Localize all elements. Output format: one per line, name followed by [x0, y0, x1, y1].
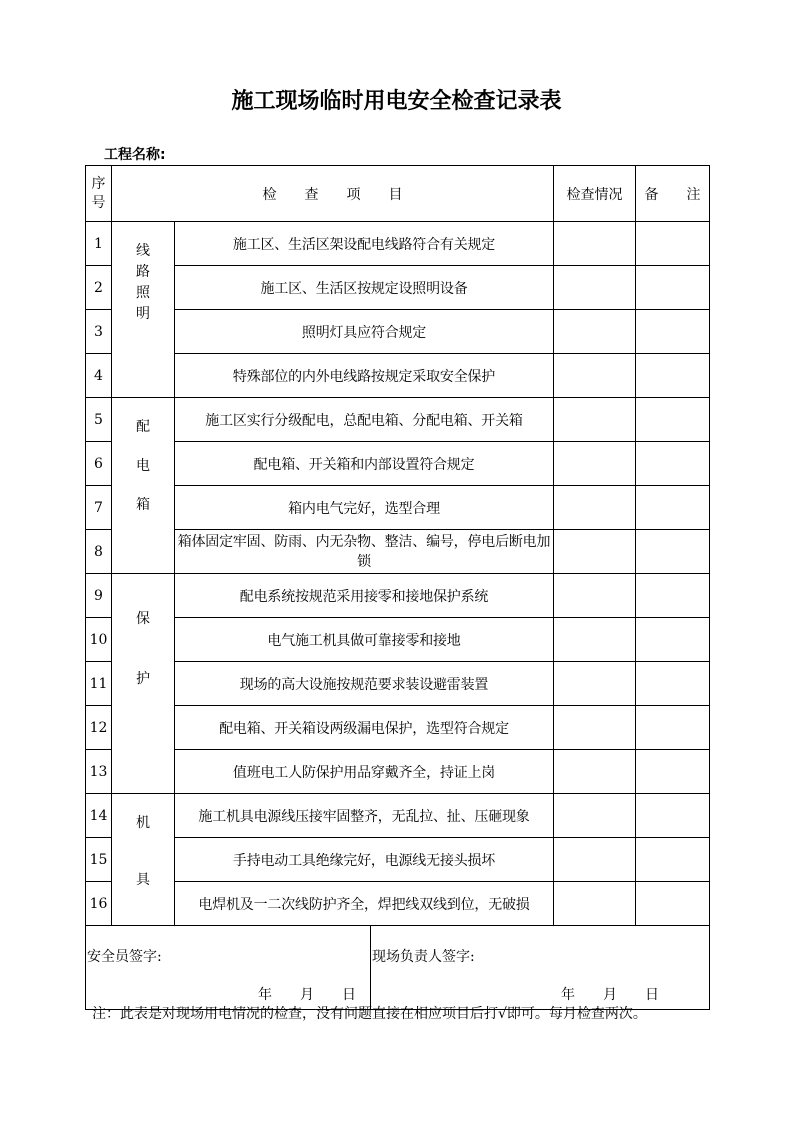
remark-cell[interactable] — [636, 486, 710, 530]
row-number: 2 — [86, 266, 112, 310]
check-result-cell[interactable] — [554, 662, 636, 706]
check-result-cell[interactable] — [554, 354, 636, 398]
row-number: 5 — [86, 398, 112, 442]
check-item: 施工区实行分级配电，总配电箱、分配电箱、开关箱 — [175, 398, 554, 442]
remark-cell[interactable] — [636, 882, 710, 926]
category-cell — [112, 222, 175, 398]
category-cell — [112, 398, 175, 574]
category-name: 线路照明 — [136, 243, 150, 322]
check-result-cell[interactable] — [554, 266, 636, 310]
row-number: 9 — [86, 574, 112, 618]
remark-cell[interactable] — [636, 662, 710, 706]
check-result-cell[interactable] — [554, 618, 636, 662]
check-item: 箱内电气完好，选型合理 — [175, 486, 554, 530]
check-result-cell[interactable] — [554, 310, 636, 354]
row-number: 8 — [86, 530, 112, 574]
table-row — [86, 442, 710, 486]
header-item: 检 查 项 目 — [112, 166, 554, 222]
check-item: 现场的高大设施按规范要求装设避雷装置 — [175, 662, 554, 706]
check-item: 箱体固定牢固、防雨、内无杂物、整洁、编号，停电后断电加锁 — [175, 530, 554, 574]
row-number: 1 — [86, 222, 112, 266]
table-row — [86, 398, 710, 442]
check-result-cell[interactable] — [554, 530, 636, 574]
check-item: 施工区、生活区按规定设照明设备 — [175, 266, 554, 310]
table-row — [86, 794, 710, 838]
category-char: 电 — [136, 458, 150, 474]
category-char: 配 — [136, 419, 150, 435]
project-name-label: 工程名称: — [104, 147, 166, 163]
table-row — [86, 838, 710, 882]
row-number: 3 — [86, 310, 112, 354]
row-number: 6 — [86, 442, 112, 486]
check-result-cell[interactable] — [554, 838, 636, 882]
table-row — [86, 882, 710, 926]
table-row — [86, 486, 710, 530]
inspection-table — [85, 165, 710, 1010]
table-row — [86, 706, 710, 750]
check-item: 施工区、生活区架设配电线路符合有关规定 — [175, 222, 554, 266]
remark-cell[interactable] — [636, 354, 710, 398]
check-result-cell[interactable] — [554, 574, 636, 618]
check-item: 电气施工机具做可靠接零和接地 — [175, 618, 554, 662]
header-seq-label: 序号 — [91, 175, 106, 211]
row-number: 14 — [86, 794, 112, 838]
header-remark: 备 注 — [636, 166, 710, 222]
row-number: 10 — [86, 618, 112, 662]
check-result-cell[interactable] — [554, 442, 636, 486]
remark-cell[interactable] — [636, 706, 710, 750]
remark-cell[interactable] — [636, 838, 710, 882]
document-title: 施工现场临时用电安全检查记录表 — [231, 89, 562, 114]
site-manager-signature[interactable] — [371, 926, 709, 1009]
category-char: 保 — [136, 611, 150, 627]
check-result-cell[interactable] — [554, 398, 636, 442]
remark-cell[interactable] — [636, 618, 710, 662]
check-result-cell[interactable] — [554, 794, 636, 838]
table-row — [86, 354, 710, 398]
check-result-cell[interactable] — [554, 222, 636, 266]
check-item: 特殊部位的内外电线路按规定采取安全保护 — [175, 354, 554, 398]
remark-cell[interactable] — [636, 222, 710, 266]
category-cell — [112, 574, 175, 794]
check-item: 配电箱、开关箱设两级漏电保护，选型符合规定 — [175, 706, 554, 750]
check-item: 照明灯具应符合规定 — [175, 310, 554, 354]
safety-officer-signature[interactable] — [86, 926, 371, 1009]
header-row — [86, 166, 710, 222]
row-number: 15 — [86, 838, 112, 882]
check-result-cell[interactable] — [554, 750, 636, 794]
table-row — [86, 750, 710, 794]
site-manager-date: 年 月 日 — [561, 987, 659, 1003]
category-char: 箱 — [136, 497, 150, 513]
check-item: 配电箱、开关箱和内部设置符合规定 — [175, 442, 554, 486]
check-result-cell[interactable] — [554, 706, 636, 750]
check-item: 配电系统按规范采用接零和接地保护系统 — [175, 574, 554, 618]
safety-officer-label: 安全员签字: — [87, 949, 162, 965]
safety-officer-date: 年 月 日 — [258, 987, 356, 1003]
check-item: 施工机具电源线压接牢固整齐，无乱拉、扯、压砸现象 — [175, 794, 554, 838]
table-row — [86, 310, 710, 354]
remark-cell[interactable] — [636, 794, 710, 838]
remark-cell[interactable] — [636, 310, 710, 354]
row-number: 4 — [86, 354, 112, 398]
remark-cell[interactable] — [636, 574, 710, 618]
table-row — [86, 574, 710, 618]
remark-cell[interactable] — [636, 266, 710, 310]
site-manager-label: 现场负责人签字: — [372, 949, 475, 965]
row-number: 11 — [86, 662, 112, 706]
table-row — [86, 618, 710, 662]
signature-row — [86, 926, 710, 1010]
table-row — [86, 266, 710, 310]
check-result-cell[interactable] — [554, 486, 636, 530]
check-item: 电焊机及一二次线防护齐全，焊把线双线到位，无破损 — [175, 882, 554, 926]
check-item: 手持电动工具绝缘完好，电源线无接头损坏 — [175, 838, 554, 882]
category-char: 具 — [136, 872, 150, 888]
category-cell — [112, 794, 175, 926]
row-number: 7 — [86, 486, 112, 530]
signature-cell — [86, 926, 710, 1010]
row-number: 16 — [86, 882, 112, 926]
header-check: 检查情况 — [554, 166, 636, 222]
table-row — [86, 222, 710, 266]
row-number: 12 — [86, 706, 112, 750]
check-item: 值班电工人防保护用品穿戴齐全，持证上岗 — [175, 750, 554, 794]
remark-cell[interactable] — [636, 398, 710, 442]
footnote: 注：此表是对现场用电情况的检查，没有问题直接在相应项目后打√即可。每月检查两次。 — [92, 1006, 647, 1022]
remark-cell[interactable] — [636, 750, 710, 794]
category-char: 护 — [136, 671, 150, 687]
remark-cell[interactable] — [636, 442, 710, 486]
check-result-cell[interactable] — [554, 882, 636, 926]
table-row — [86, 530, 710, 574]
header-seq — [86, 166, 112, 222]
row-number: 13 — [86, 750, 112, 794]
remark-cell[interactable] — [636, 530, 710, 574]
table-row — [86, 662, 710, 706]
category-char: 机 — [136, 815, 150, 831]
